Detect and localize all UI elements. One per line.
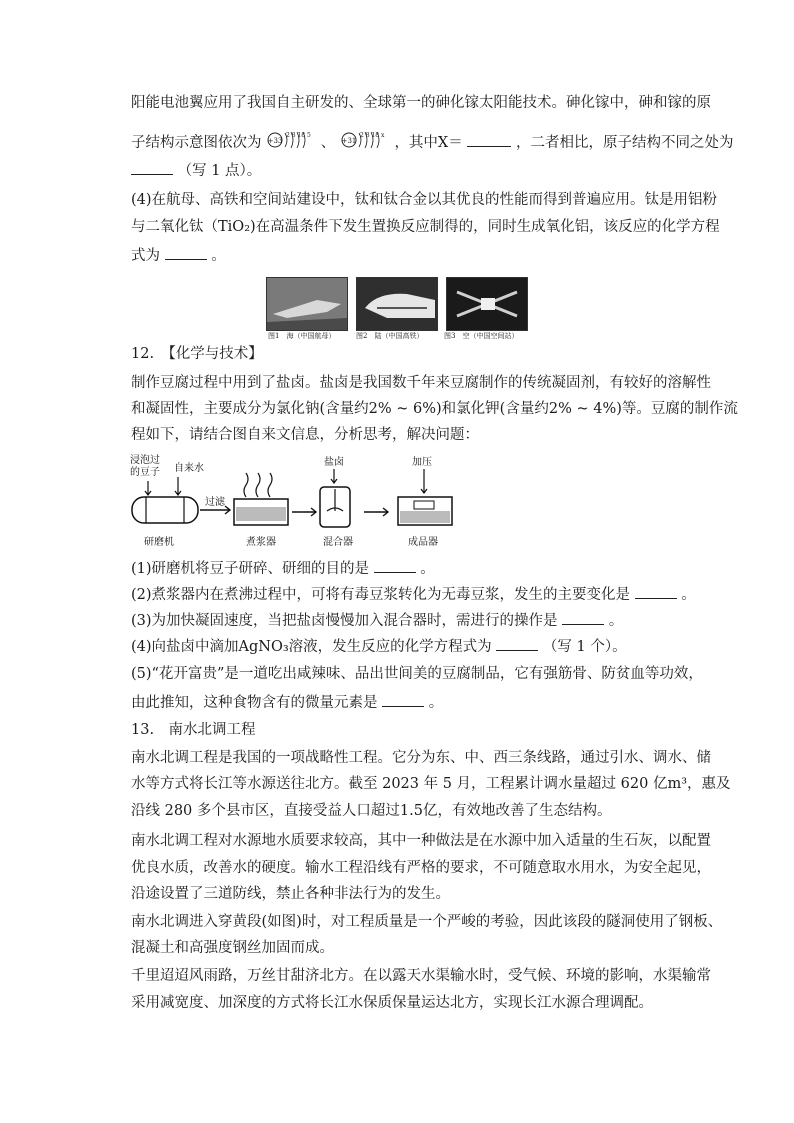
tap-water-label: 自来水 — [174, 463, 204, 474]
subquestion-1 — [131, 558, 435, 579]
gallium-nucleus: +31 — [341, 137, 357, 145]
brine-label: 盐卤 — [324, 457, 344, 468]
subquestion-4 — [131, 636, 627, 657]
answer-blank[interactable] — [562, 610, 604, 625]
text-line: (4)在航母、高铁和空间站建设中，钛和钛合金以其优良的性能而得到普遍应用。钛是用铝粉 — [131, 192, 718, 208]
boiler-label: 煮浆器 — [246, 537, 276, 548]
text-line: 千里迢迢风雨路，万丝甘甜济北方。在以露天水渠输水时，受气候、环境的影响，水渠输常 — [131, 968, 711, 984]
text-fragment: （写 1 个）。 — [542, 639, 627, 655]
text-line: 和凝固性，主要成分为氯化钠(含量约2% ~ 6%)和氯化钾(含量约2% ~ 4%)等。豆腐的制作流 — [131, 401, 738, 417]
text-fragment: ，二者相比，原子结构不同之处为 — [515, 135, 734, 151]
answer-blank[interactable] — [165, 245, 207, 260]
high-speed-train-photo — [356, 277, 438, 331]
space-station-photo — [446, 277, 528, 331]
text-line: 南水北调工程是我国的一项战略性工程。它分为东、中、西三条线路，通过引水、调水、储 — [131, 750, 711, 766]
gallium-shells: 2 8 18 x — [359, 132, 385, 139]
text-line: 南水北调工程对水源地水质要求较高，其中一种做法是在水源中加入适量的生石灰，以配置 — [131, 833, 711, 849]
question-heading: 12. 【化学与技术】 — [131, 346, 263, 362]
text-line: 采用减宽度、加深度的方式将长江水保质保量运达北方，实现长江水源合理调配。 — [131, 995, 653, 1011]
photo-caption: 图1 海（中国航母） — [268, 332, 336, 340]
answer-blank[interactable] — [496, 636, 538, 651]
text-line: 水等方式将长江等水源送往北方。截至 2023 年 5 月，工程累计调水量超过 620 亿m³，惠及 — [131, 776, 731, 792]
text-line: 制作豆腐过程中用到了盐卤。盐卤是我国数千年来豆腐制作的传统凝固剂，有较好的溶解性 — [131, 375, 711, 391]
text-fragment: (3)为加快凝固速度，当把盐卤慢慢加入混合器时，需进行的操作是 — [131, 613, 558, 629]
text-line: 阳能电池翼应用了我国自主研发的、全球第一的砷化镓太阳能技术。砷化镓中，砷和镓的原 — [131, 95, 711, 111]
text-fragment: 。 — [681, 587, 696, 603]
arsenic-nucleus: +33 — [267, 137, 283, 145]
arsenic-atom-diagram — [266, 128, 316, 158]
text-fragment: (1)研磨机将豆子研碎、研细的目的是 — [131, 561, 370, 577]
text-fragment: 。 — [608, 613, 624, 629]
soaked-beans-label-line: 的豆子 — [130, 467, 160, 478]
subquestion-5: (5)“花开富贵”是一道吃出咸辣味、品出世间美的豆腐制品，它有强筋骨、防贫血等功效， — [131, 666, 703, 682]
text-fragment: 。 — [211, 248, 226, 264]
question-heading: 13. 南水北调工程 — [131, 722, 256, 738]
subquestion-2 — [131, 584, 696, 605]
tofu-process-diagram — [128, 453, 468, 553]
text-line: 混凝土和高强度钢丝加固而成。 — [131, 940, 334, 956]
text-fragment: (2)煮浆器内在煮沸过程中，可将有毒豆浆转化为无毒豆浆，发生的主要变化是 — [131, 587, 631, 603]
grinder-label: 研磨机 — [144, 537, 174, 548]
aircraft-carrier-photo — [266, 277, 348, 331]
text-line: 南水北调进入穿黄段(如图)时，对工程质量是一个严峻的考验，因此该段的隧洞使用了钢板、 — [131, 914, 723, 930]
filter-label: 过滤 — [205, 497, 225, 508]
text-line — [131, 245, 226, 266]
text-fragment: 。 — [420, 561, 435, 577]
answer-blank[interactable] — [467, 132, 511, 147]
text-fragment: 由此推知，这种食物含有的微量元素是 — [131, 695, 378, 711]
soaked-beans-label — [130, 453, 160, 478]
text-fragment: （写 1 点）。 — [177, 163, 262, 179]
photo-strip — [266, 277, 528, 341]
text-fragment: (4)向盐卤中滴加AgNO₃溶液，发生反应的化学方程式为 — [131, 639, 492, 655]
text-line — [131, 692, 443, 713]
answer-blank[interactable] — [131, 160, 173, 175]
soaked-beans-label-line: 浸泡过 — [130, 455, 160, 466]
text-fragment: ，其中X＝ — [394, 135, 463, 151]
text-fragment: 子结构示意图依次为 — [131, 135, 262, 151]
answer-blank[interactable] — [374, 558, 416, 573]
text-line — [131, 160, 261, 181]
photo-caption: 图2 陆（中国高铁） — [356, 332, 424, 340]
text-line: 沿线 280 多个县市区，直接受益人口超过1.5亿，有效地改善了生态结构。 — [131, 803, 612, 819]
text-line: 与二氧化钛（TiO₂)在高温条件下发生置换反应制得的，同时生成氧化铝，该反应的化学方程 — [131, 219, 720, 235]
gallium-atom-diagram — [340, 128, 390, 158]
text-fragment: 、 — [320, 135, 336, 151]
atom-structure-line — [131, 128, 733, 158]
answer-blank[interactable] — [635, 584, 677, 599]
grinder-shape — [132, 497, 198, 523]
text-line: 沿途设置了三道防线，禁止各种非法行为的发生。 — [131, 886, 450, 902]
text-line: 程如下，请结合图自来文信息，分析思考，解决问题： — [131, 427, 479, 443]
text-line: 优良水质，改善水的硬度。输水工程沿线有严格的要求，不可随意取水用水，为安全起见， — [131, 860, 711, 876]
product-label: 成品器 — [408, 537, 438, 548]
mixer-label: 混合器 — [323, 537, 353, 548]
photo-caption: 图3 空（中国空间站） — [444, 332, 519, 340]
subquestion-3 — [131, 610, 623, 631]
text-fragment: 式为 — [131, 248, 160, 264]
press-label: 加压 — [412, 457, 432, 468]
text-fragment: 。 — [428, 695, 444, 711]
arsenic-shells: 2 8 18 5 — [286, 132, 311, 139]
answer-blank[interactable] — [382, 692, 424, 707]
